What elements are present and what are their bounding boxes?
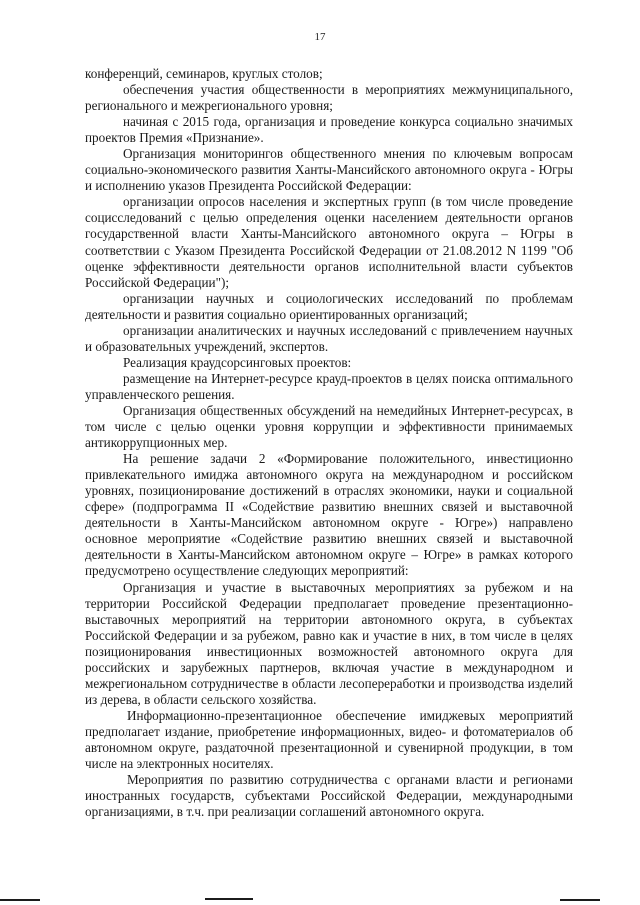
- paragraph-9: размещение на Интернет-ресурсе крауд-проектов в целях поиска оптимального управленческого решения.: [85, 370, 573, 402]
- paragraph-5: организации опросов населения и экспертных групп (в том числе проведение социсследований с целью определения оценки населением деятельности органов государственной власти Ханты-Мансийского автономного округа – Югры в соответствии с Указом Президента Российской Федерации от 21.08.2012 N 1199 "Об оценке эффективности деятельности органов исполнительной власти субъектов Российской Федерации");: [85, 194, 573, 290]
- scan-edge-artifacts: [0, 893, 640, 905]
- scan-mark-center: [205, 898, 253, 900]
- paragraph-1: конференций, семинаров, круглых столов;: [85, 66, 323, 81]
- paragraph-2: обеспечения участия общественности в мероприятиях межмуниципального, регионального и межрегионального уровня;: [85, 82, 573, 114]
- paragraph-13: Информационно-презентационное обеспечение имиджевых мероприятий предполагает издание, приобретение информационных, видео- и фотоматериалов об автономном округе, раздаточной презентационной и сувенирной продукции, в том числе на электронных носителях.: [85, 707, 573, 772]
- page-number: 17: [314, 31, 326, 43]
- paragraph-4: Организация мониторингов общественного мнения по ключевым вопросам социально-экономического развития Ханты-Мансийского автономного округа - Югры и исполнению указов Президента Российской Федерации:: [85, 146, 573, 194]
- paragraph-7: организации аналитических и научных исследований с привлечением научных и образовательных учреждений, экспертов.: [85, 322, 573, 354]
- scan-mark-left: [0, 899, 40, 901]
- document-body: [85, 66, 573, 820]
- paragraph-10: Организация общественных обсуждений на немедийных Интернет-ресурсах, в том числе с целью оценки уровня коррупции и эффективности принимаемых антикоррупционных мер.: [85, 402, 573, 451]
- paragraph-6: организации научных и социологических исследований по проблемам деятельности и развития социально ориентированных организаций;: [85, 290, 573, 322]
- paragraph-12: Организация и участие в выставочных мероприятиях за рубежом и на территории Российской Федерации предполагает проведение презентационно-выставочных мероприятий на территории автономного округа, в субъектах Российской Федерации и за рубежом, равно как и участие в них, в том числе в целях позиционирования инвестиционных возможностей автономного округа для российских и зарубежных партнеров, включая участие в международном и межрегиональном сотрудничестве в области лесопереработки и производства изделий из дерева, в области сельского хозяйства.: [85, 579, 573, 707]
- scan-mark-right: [560, 899, 600, 901]
- paragraph-11: На решение задачи 2 «Формирование положительного, инвестиционно привлекательного имиджа автономного округа на международном и российском уровнях, позиционирование достижений в отраслях экономики, науки и социальной сфере» (подпрограмма II «Содействие развитию внешних связей и выставочной деятельности в Ханты-Мансийском автономном округе - Югре») направлено основное мероприятие «Содействие развитию внешних связей и выставочной деятельности в Ханты-Мансийском автономном округе – Югре» в рамках которого предусмотрено осуществление следующих мероприятий:: [85, 451, 573, 579]
- paragraph-3: начиная с 2015 года, организация и проведение конкурса социально значимых проектов Премия «Признание».: [85, 114, 573, 146]
- paragraph-8: Реализация краудсорсинговых проектов:: [123, 354, 352, 370]
- paragraph-14: Мероприятия по развитию сотрудничества с органами власти и регионами иностранных государств, субъектами Российской Федерации, международными организациями, в т.ч. при реализации соглашений автономного округа.: [85, 772, 573, 820]
